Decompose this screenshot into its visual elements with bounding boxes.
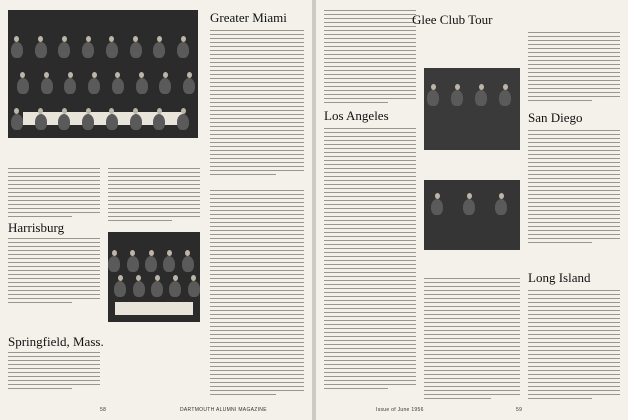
photo-figure (35, 42, 47, 58)
photo-figure (183, 78, 195, 94)
photo-figure-face (181, 36, 186, 42)
photo-figure (130, 42, 142, 58)
right-page-issue-date: Issue of June 1956 (376, 407, 424, 413)
long-island-heading: Long Island (528, 270, 591, 285)
san-diego-presentation-photo (424, 180, 520, 250)
photo-figure-face (187, 72, 192, 78)
photo-figure-face (503, 84, 508, 90)
photo-figure-face (431, 84, 436, 90)
photo-figure-face (136, 275, 141, 281)
left-column-3-lower-text (210, 190, 304, 398)
photo-figure (114, 281, 126, 297)
photo-figure (159, 78, 171, 94)
photo-figure-face (455, 84, 460, 90)
left-column-2-text (108, 168, 200, 224)
photo-figure (58, 114, 70, 130)
photo-figure (451, 90, 463, 106)
photo-figure (153, 114, 165, 130)
photo-figure (11, 114, 23, 130)
photo-figure (41, 78, 53, 94)
photo-figure-face (86, 108, 91, 114)
photo-figure (151, 281, 163, 297)
photo-figure-face (499, 193, 504, 199)
photo-figure (136, 78, 148, 94)
photo-figure (106, 114, 118, 130)
photo-figure (495, 199, 507, 215)
right-page-number: 59 (516, 407, 523, 413)
photo-figure-face (139, 72, 144, 78)
photo-figure-face (20, 72, 25, 78)
photo-figure-face (92, 72, 97, 78)
photo-figure-face (38, 108, 43, 114)
photo-figure (35, 114, 47, 130)
harrisburg-text (8, 238, 100, 306)
photo-figure (475, 90, 487, 106)
photo-figure (17, 78, 29, 94)
right-column-1-text (324, 10, 416, 106)
photo-figure (169, 281, 181, 297)
right-magazine-page (316, 0, 628, 420)
photo-figure (112, 78, 124, 94)
photo-figure (177, 42, 189, 58)
photo-figure (431, 199, 443, 215)
photo-figure-face (155, 275, 160, 281)
photo-figure-face (118, 275, 123, 281)
photo-figure-face (185, 250, 190, 256)
photo-figure (88, 78, 100, 94)
photo-figure-face (62, 108, 67, 114)
photo-figure (58, 42, 70, 58)
glee-club-text (528, 32, 620, 104)
san-diego-photo-caption (424, 252, 520, 274)
photo-figure-face (167, 250, 172, 256)
photo-figure-face (44, 72, 49, 78)
glee-club-tour-heading: Glee Club Tour (412, 12, 493, 27)
photo-figure-face (86, 36, 91, 42)
photo-figure (153, 42, 165, 58)
miami-dinner-photo (108, 232, 200, 322)
photo-figure-face (173, 275, 178, 281)
photo-figure (64, 78, 76, 94)
photo-figure (427, 90, 439, 106)
miami-photo-caption (108, 324, 200, 364)
photo-figure (106, 42, 118, 58)
london-dinner-photo (8, 10, 198, 138)
left-magazine-page (0, 0, 312, 420)
london-photo-caption (8, 140, 198, 164)
photo-figure (145, 256, 157, 272)
photo-figure (499, 90, 511, 106)
photo-figure-face (157, 36, 162, 42)
photo-figure-face (157, 108, 162, 114)
left-page-number: 58 (100, 407, 107, 413)
photo-figure (11, 42, 23, 58)
left-page-magazine-title: DARTMOUTH ALUMNI MAGAZINE (180, 407, 267, 413)
photo-figure-face (467, 193, 472, 199)
photo-figure (188, 281, 200, 297)
greater-miami-text (210, 30, 304, 178)
photo-figure (82, 114, 94, 130)
photo-figure-face (14, 108, 19, 114)
springfield-heading: Springfield, Mass. (8, 334, 104, 349)
greater-miami-heading: Greater Miami (210, 10, 287, 25)
san-diego-text (528, 130, 620, 246)
photo-figure-face (68, 72, 73, 78)
los-angeles-photo-caption (424, 152, 520, 174)
left-column-1-text (8, 168, 100, 220)
photo-figure-face (149, 250, 154, 256)
photo-figure (82, 42, 94, 58)
photo-figure-face (133, 108, 138, 114)
photo-figure-face (109, 36, 114, 42)
photo-figure (130, 114, 142, 130)
los-angeles-heading: Los Angeles (324, 108, 389, 123)
san-diego-heading: San Diego (528, 110, 583, 125)
los-angeles-reception-photo (424, 68, 520, 150)
photo-figure (177, 114, 189, 130)
photo-figure-face (479, 84, 484, 90)
photo-figure-face (62, 36, 67, 42)
photo-figure-face (14, 36, 19, 42)
photo-figure-face (115, 72, 120, 78)
photo-figure (463, 199, 475, 215)
long-island-text (528, 290, 620, 402)
photo-figure (133, 281, 145, 297)
harrisburg-heading: Harrisburg (8, 220, 65, 235)
los-angeles-text (324, 128, 416, 392)
photo-figure (163, 256, 175, 272)
photo-figure (182, 256, 194, 272)
springfield-text (8, 352, 100, 392)
photo-figure-face (163, 72, 168, 78)
photo-figure (127, 256, 139, 272)
right-column-2-text (424, 278, 520, 402)
photo-figure-face (435, 193, 440, 199)
photo-figure-face (112, 250, 117, 256)
photo-figure (108, 256, 120, 272)
photo-figure-face (191, 275, 196, 281)
photo-figure-face (181, 108, 186, 114)
photo-figure-face (130, 250, 135, 256)
